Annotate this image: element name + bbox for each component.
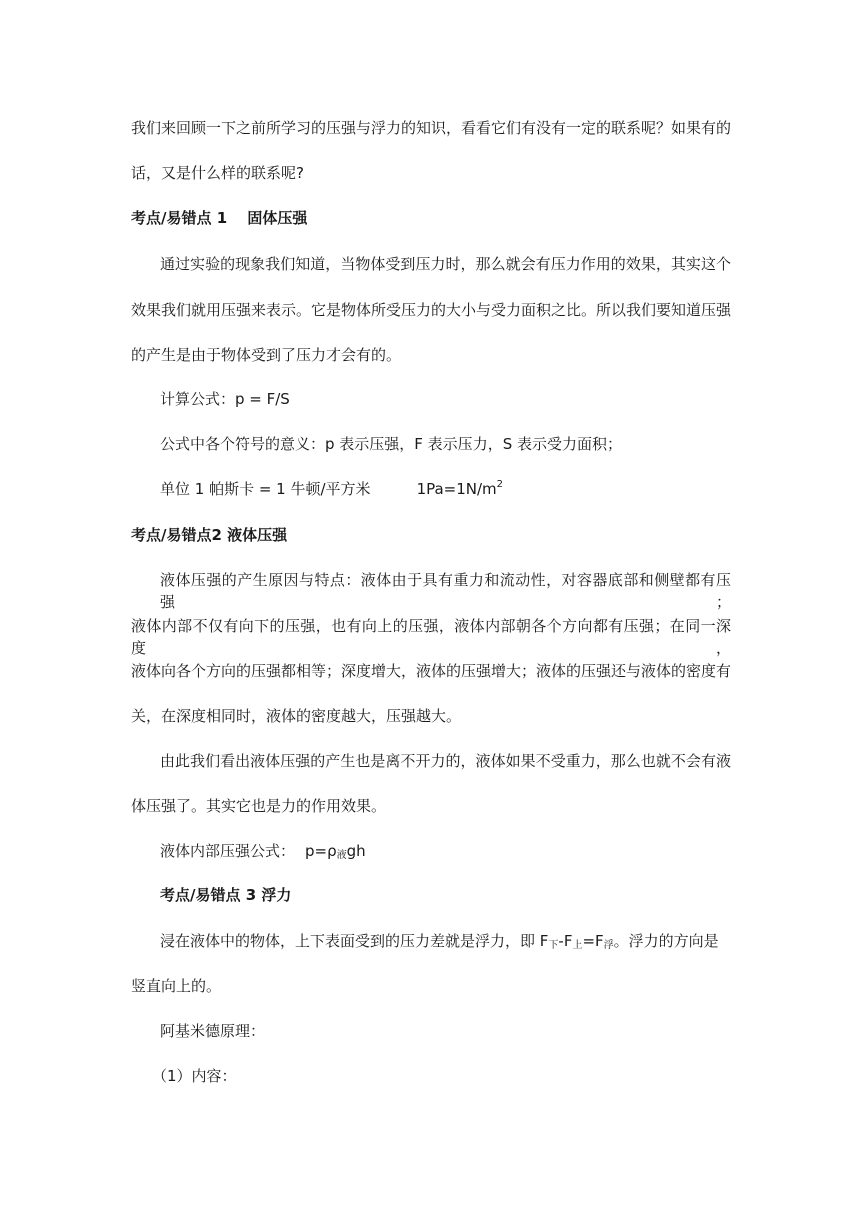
section1-heading: 考点/易错点 1 固体压强 (131, 209, 308, 227)
section3-text-c: =F (582, 932, 604, 950)
section2-paragraph2-line-1: 由此我们看出液体压强的产生也是离不开力的，液体如果不受重力，那么也就不会有液 (160, 752, 731, 770)
section1-paragraph-line-2: 效果我们就用压强来表示。它是物体所受压力的大小与受力面积之比。所以我们要知道压强 (131, 301, 732, 319)
section1-unit-superscript: 2 (496, 479, 504, 490)
intro-line-1: 我们来回顾一下之前所学习的压强与浮力的知识，看看它们有没有一定的联系呢？如果有的 (131, 119, 732, 137)
section1-symbols: 公式中各个符号的意义：p 表示压强，F 表示压力，S 表示受力面积； (160, 435, 622, 453)
section2-paragraph2-line-2: 体压强了。其实它也是力的作用效果。 (131, 797, 387, 815)
section2-heading: 考点/易错点2 液体压强 (131, 526, 288, 544)
section2-paragraph-line-4: 关，在深度相同时，液体的密度越大，压强越大。 (131, 707, 462, 725)
section1-unit-text: 单位 1 帕斯卡 = 1 牛顿/平方米 (160, 480, 371, 498)
section2-formula-subscript: 液 (336, 850, 347, 861)
section1-unit (160, 478, 760, 500)
section1-formula: 计算公式：p = F/S (160, 390, 290, 408)
section2-paragraph-line-2: 液体内部不仅有向下的压强，也有向上的压强，液体内部朝各个方向都有压强；在同一深度， (131, 617, 731, 657)
section2-paragraph-line-3: 液体向各个方向的压强都相等；深度增大，液体的压强增大；液体的压强还与液体的密度有 (131, 662, 732, 680)
intro-line-2: 话，又是什么样的联系呢? (131, 164, 304, 182)
archimedes-item-1: （1）内容： (152, 1067, 237, 1085)
section3-text-d: 。浮力的方向是 (613, 932, 719, 950)
section2-formula (160, 840, 760, 862)
section2-paragraph-line-1: 液体压强的产生原因与特点：液体由于具有重力和流动性，对容器底部和侧壁都有压强； (160, 571, 731, 611)
section2-formula-gh: gh (346, 842, 366, 860)
section1-paragraph-line-3: 的产生是由于物体受到了压力才会有的。 (131, 346, 402, 364)
section3-heading: 考点/易错点 3 浮力 (160, 886, 292, 904)
section1-unit-formula: 1Pa=1N/m (416, 480, 497, 498)
section3-paragraph-line-2: 竖直向上的。 (131, 977, 222, 995)
section2-formula-label: 液体内部压强公式： (160, 842, 296, 860)
section3-text-a: 浸在液体中的物体，上下表面受到的压力差就是浮力，即 F (160, 932, 549, 950)
section1-paragraph-line-1: 通过实验的现象我们知道，当物体受到压力时，那么就会有压力作用的效果，其实这个 (160, 255, 731, 273)
section3-sub-float: 浮 (603, 940, 614, 951)
archimedes-heading: 阿基米德原理： (160, 1022, 266, 1040)
section3-text-b: -F (558, 932, 573, 950)
section3-sub-up: 上 (572, 940, 583, 951)
section2-formula-p: p=ρ (305, 842, 337, 860)
section3-paragraph-line-1 (160, 930, 731, 952)
section3-sub-down: 下 (548, 940, 559, 951)
